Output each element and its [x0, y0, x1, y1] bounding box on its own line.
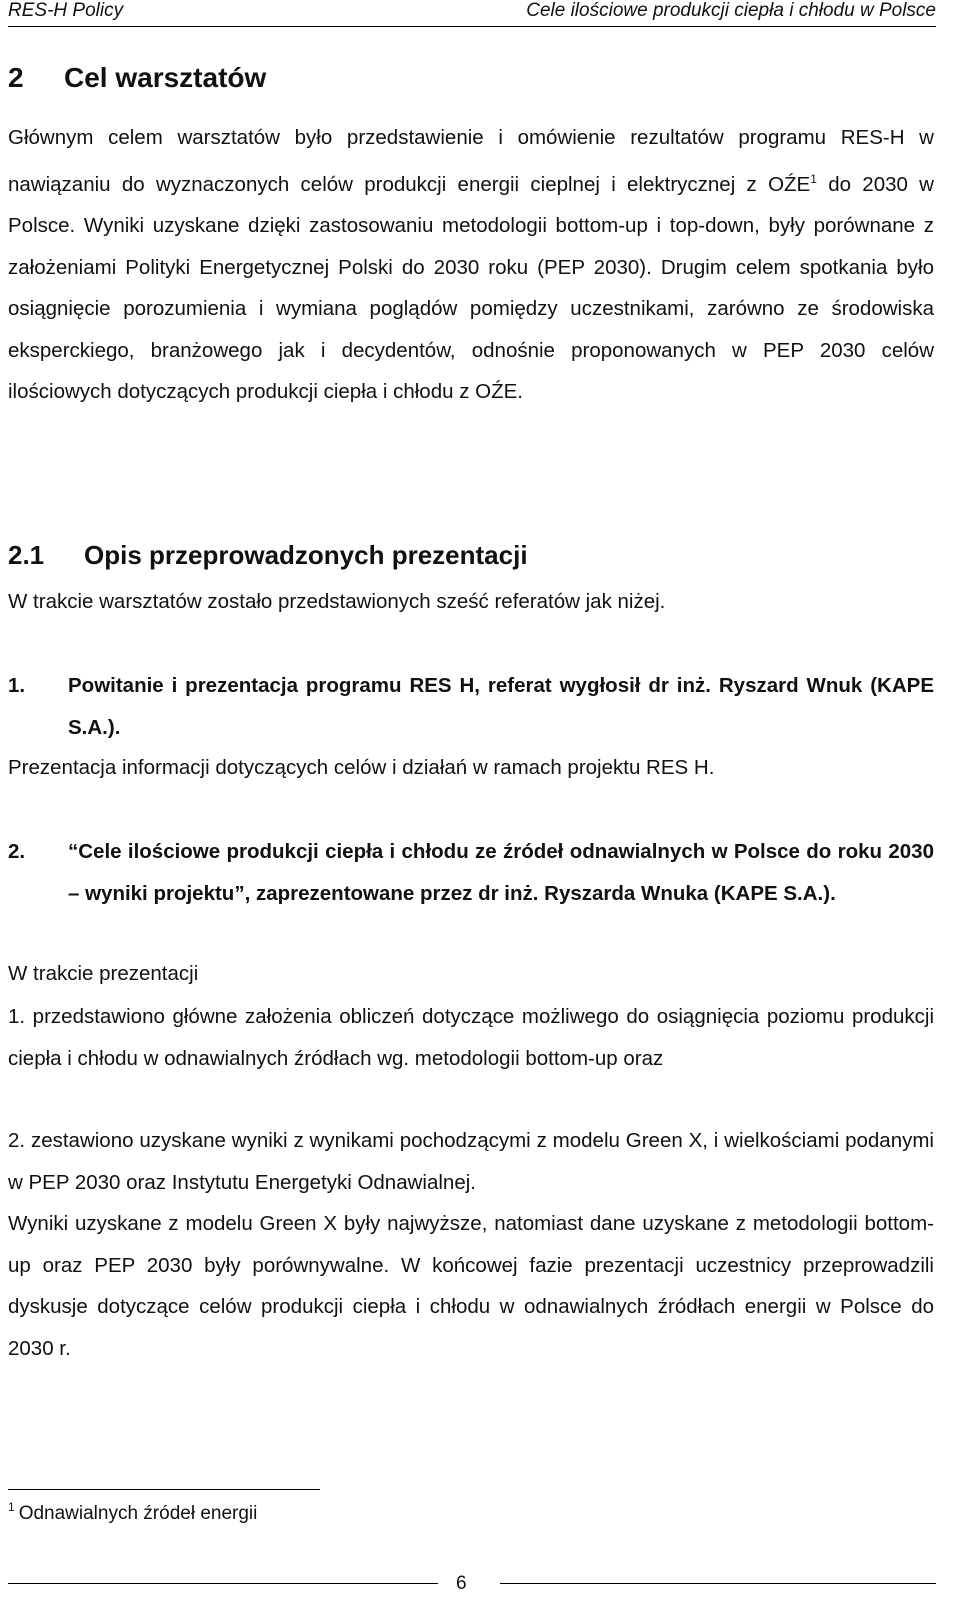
list-item-2-intro: W trakcie prezentacji: [8, 962, 199, 985]
list-item-1-description: Prezentacja informacji dotyczących celów i działań w ramach projektu RES H.: [8, 756, 715, 779]
list-item-number: 2.: [8, 840, 26, 863]
subsection-heading: [8, 540, 528, 571]
list-item-2-conclusion: [8, 1203, 934, 1369]
footnote-divider: [8, 1489, 320, 1490]
footer-rule-left: [8, 1583, 438, 1584]
point-1-text: 1. przedstawiono główne założenia obliczeń dotyczące możliwego do osiągnięcia poziomu produkcji ciepła i chłodu w odnawialnych źródłach wg. metodologii bottom-up oraz: [8, 1005, 934, 1070]
footer-rule-right: [500, 1583, 936, 1584]
subsection-number: 2.1: [8, 540, 45, 570]
section-heading: [8, 62, 266, 94]
footnote-reference[interactable]: 1: [810, 171, 817, 186]
page-number: 6: [456, 1573, 467, 1594]
list-item-2-point-1: [8, 996, 934, 1079]
paragraph-text-end: do 2030 w Polsce. Wyniki uzyskane dzięki zastosowaniu metodologii bottom-up i top-down, były porównane z założeniami Polityki Energetycznej Polski do 2030 roku (PEP 2030). Drugim celem spotkania było osiągnięcie porozumienia i wymiana poglądów pomiędzy uczestnikami, zarówno ze środowiska eksperckiego, branżowego jak i decydentów, odnośnie proponowanych w PEP 2030 celów ilościowych dotyczących produkcji ciepła i chłodu z OŹE.: [8, 172, 934, 403]
list-item-2-point-2: [8, 1120, 934, 1203]
list-item-title: Powitanie i prezentacja programu RES H, referat wygłosił dr inż. Ryszard Wnuk (KAPE S.A.).: [68, 674, 934, 739]
footnote-text: Odnawialnych źródeł energii: [18, 1503, 258, 1524]
list-item-2: [8, 831, 934, 914]
header-right-title: Cele ilościowe produkcji ciepła i chłodu w Polsce: [526, 0, 936, 21]
header-left-title: RES-H Policy: [8, 0, 124, 21]
running-header: [8, 0, 936, 27]
paragraph-text-start: Głównym celem warsztatów było przedstawienie i omówienie rezultatów programu RES-H w nawiązaniu do wyznaczonych celów produkcji energii cieplnej i elektrycznej z OŹE: [8, 126, 934, 196]
conclusion-text: Wyniki uzyskane z modelu Green X były najwyższe, natomiast dane uzyskane z metodologii bottom-up oraz PEP 2030 były porównywalne. W końcowej fazie prezentacji uczestnicy przeprowadzili dyskusje dotyczące celów produkcji ciepła i chłodu w odnawialnych źródłach energii w Polsce do 2030 r.: [8, 1212, 934, 1360]
list-item-number: 1.: [8, 674, 26, 697]
section-paragraph: [8, 117, 934, 413]
point-2-text: 2. zestawiono uzyskane wyniki z wynikami pochodzącymi z modelu Green X, i wielkościami podanymi w PEP 2030 oraz Instytutu Energetyki Odnawialnej.: [8, 1129, 934, 1194]
footnote-mark: 1: [8, 1500, 15, 1514]
subsection-title: Opis przeprowadzonych prezentacji: [84, 540, 528, 570]
list-item-title: “Cele ilościowe produkcji ciepła i chłodu ze źródeł odnawialnych w Polsce do roku 2030 – wyniki projektu”, zaprezentowane przez dr inż. Ryszarda Wnuka (KAPE S.A.).: [68, 840, 934, 905]
subsection-intro: W trakcie warsztatów zostało przedstawionych sześć referatów jak niżej.: [8, 590, 666, 613]
section-number: 2: [8, 62, 24, 93]
list-item-1: [8, 665, 934, 748]
section-title: Cel warsztatów: [64, 62, 267, 93]
footnote: [8, 1500, 257, 1525]
